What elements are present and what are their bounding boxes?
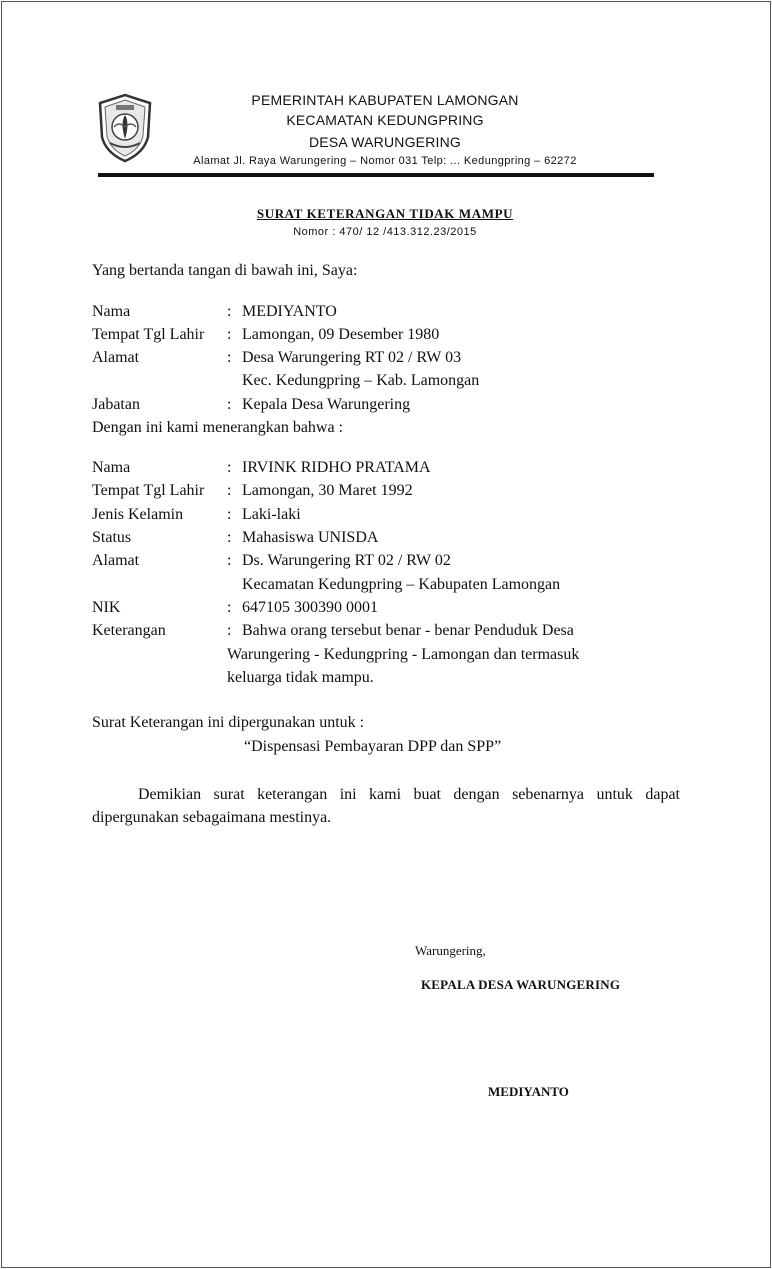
signer-alamat-label: Alamat — [92, 349, 140, 366]
subject-ttl-value: Lamongan, 30 Maret 1992 — [242, 482, 413, 499]
colon: : — [227, 529, 232, 546]
subject-alamat-line2: Kecamatan Kedungpring – Kabupaten Lamongan — [242, 576, 561, 593]
signer-nama-value: MEDIYANTO — [242, 303, 337, 320]
colon: : — [227, 482, 232, 499]
subject-jk-label: Jenis Kelamin — [92, 506, 184, 523]
subject-status-value: Mahasiswa UNISDA — [242, 529, 379, 546]
closing-line2: dipergunakan sebagaimana mestinya. — [92, 809, 332, 826]
signer-alamat-line2: Kec. Kedungpring – Kab. Lamongan — [242, 372, 480, 389]
header-divider — [98, 173, 654, 177]
subject-status-label: Status — [92, 529, 132, 546]
signer-alamat-line1: Desa Warungering RT 02 / RW 03 — [242, 349, 462, 366]
intro-text: Yang bertanda tangan di bawah ini, Saya: — [92, 262, 358, 279]
purpose-intro: Surat Keterangan ini dipergunakan untuk : — [92, 714, 365, 731]
signer-ttl-value: Lamongan, 09 Desember 1980 — [242, 326, 440, 343]
subject-keterangan-label: Keterangan — [92, 622, 166, 639]
subject-keterangan-line3: keluarga tidak mampu. — [227, 669, 374, 686]
letter-number: Nomor : 470/ 12 /413.312.23/2015 — [293, 226, 477, 238]
closing-line1: Demikian surat keterangan ini kami buat dengan sebenarnya untuk dapat — [138, 786, 680, 803]
signer-jabatan-value: Kepala Desa Warungering — [242, 396, 411, 413]
subject-alamat-line1: Ds. Warungering RT 02 / RW 02 — [242, 552, 451, 569]
purpose-text: “Dispensasi Pembayaran DPP dan SPP” — [244, 738, 502, 755]
kop-line-kecamatan: KECAMATAN KEDUNGPRING — [286, 112, 484, 128]
signer-jabatan-label: Jabatan — [92, 396, 140, 413]
colon: : — [227, 552, 232, 569]
kop-line-pemerintah: PEMERINTAH KABUPATEN LAMONGAN — [251, 92, 519, 108]
colon: : — [227, 396, 232, 413]
subject-jk-value: Laki-laki — [242, 506, 301, 523]
declaration-text: Dengan ini kami menerangkan bahwa : — [92, 419, 344, 436]
subject-nik-label: NIK — [92, 599, 121, 616]
sign-name: MEDIYANTO — [488, 1084, 569, 1099]
sign-title: KEPALA DESA WARUNGERING — [421, 977, 621, 992]
signer-ttl-label: Tempat Tgl Lahir — [92, 326, 205, 343]
subject-nik-value: 647105 300390 0001 — [242, 599, 378, 616]
colon: : — [227, 599, 232, 616]
colon: : — [227, 506, 232, 523]
letter-title: SURAT KETERANGAN TIDAK MAMPU — [256, 206, 514, 221]
colon: : — [227, 622, 232, 639]
signer-nama-label: Nama — [92, 303, 131, 320]
colon: : — [227, 303, 232, 320]
subject-nama-label: Nama — [92, 459, 131, 476]
subject-alamat-label: Alamat — [92, 552, 140, 569]
subject-keterangan-line1: Bahwa orang tersebut benar - benar Penduduk Desa — [242, 622, 574, 639]
colon: : — [227, 459, 232, 476]
colon: : — [227, 349, 232, 366]
kop-line-desa: DESA WARUNGERING — [308, 134, 462, 150]
subject-nama-value: IRVINK RIDHO PRATAMA — [242, 459, 431, 476]
regency-emblem-icon — [96, 93, 154, 163]
subject-keterangan-line2: Warungering - Kedungpring - Lamongan dan termasuk — [227, 646, 580, 663]
subject-ttl-label: Tempat Tgl Lahir — [92, 482, 205, 499]
sign-place: Warungering, — [415, 943, 486, 958]
colon: : — [227, 326, 232, 343]
kop-address: Alamat Jl. Raya Warungering – Nomor 031 Telp: ... Kedungpring – 62272 — [193, 155, 577, 167]
